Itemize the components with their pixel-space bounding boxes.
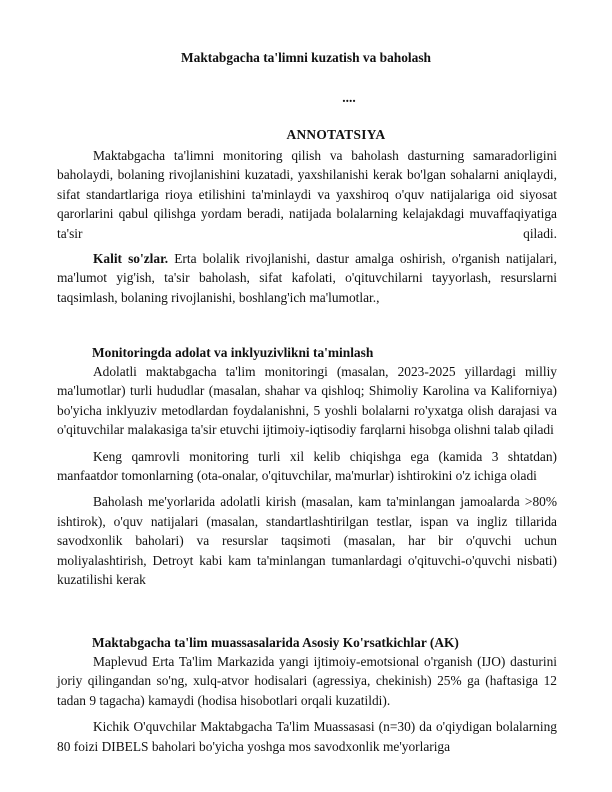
section2-paragraph-2: Kichik O'quvchilar Maktabgacha Ta'lim Muassasasi (n=30) da o'qiydigan bolalarning 80 foizi DIBELS baholari bo'yicha yoshga mos savodxonlik me'yorlariga: [57, 719, 557, 754]
keywords-paragraph: [57, 249, 557, 307]
abstract-heading: ANNOTATSIYA: [286, 127, 386, 142]
section2-block: [57, 652, 557, 756]
document-title: Maktabgacha ta'limni kuzatish va baholash: [180, 50, 431, 65]
keywords-label: Kalit so'zlar.: [93, 251, 169, 267]
section2-paragraph-1: Maplevud Erta Ta'lim Markazida yangi ijtimoiy-emotsional o'rganish (IJO) dasturini joriy qilingandan so'ng, xulq-atvor hodisalari (agressiya, chekinish) 25% ga (haftasiga 12 tadan 9 tagacha) kamaydi (hodisa hisobotlari orqali kuzatildi).: [57, 654, 557, 708]
authors-placeholder: ....: [342, 90, 356, 105]
section1-paragraph-3: Baholash me'yorlarida adolatli kirish (masalan, kam ta'minlangan jamoalarda >80% ishtirok), o'quv natijalari (masalan, standartlashtirilgan testlar, ispan va ingliz tillarida savodxonlik baholari) va resurslar taqsimoti (masalan, har bir o'quvchi uchun moliyalashtirish, Detroyt kabi kam ta'minlangan tumanlardagi o'qituvchi-o'quvchi nisbati) kuzatilishi kerak: [57, 494, 557, 588]
section2-heading: Maktabgacha ta'lim muassasalarida Asosiy Ko'rsatkichlar (AK): [92, 635, 459, 650]
abstract-paragraph: Maktabgacha ta'limni monitoring qilish va baholash dasturning samaradorligini baholaydi, bolaning rivojlanishini kuzatadi, yaxshilanishi kerak bo'lgan sohalarni aniqlaydi, sifat standartlariga rioya etilishini ta'minlaydi va yaxshiroq o'quv natijalariga oid siyosat qarorlarini qabul qilishga yordam beradi, natijada bolalarning kelajakdagi muvaffaqiyatiga ta'sir qiladi.: [57, 148, 557, 241]
section1-paragraph-1: Adolatli maktabgacha ta'lim monitoringi (masalan, 2023-2025 yillardagi milliy ma'lumotlar) turli hududlar (masalan, shahar va qishloq; Shimoliy Karolina va Kaliforniya) bo'yicha inklyuziv metodlardan foydalanishni, 5 yoshli bolalarni ro'yxatga olish darajasi va o'qituvchilar malakasiga ta'sir etuvchi ijtimoiy-iqtisodiy farqlarni hisobga olishni talab qiladi: [57, 364, 557, 438]
section1-block: [57, 362, 557, 589]
section1-paragraph-2: Keng qamrovli monitoring turli xil kelib chiqishga ega (kamida 3 shtatdan) manfaatdor tomonlarning (ota-onalar, o'qituvchilar, ma'murlar) ishtirokini o'z ichiga oladi: [57, 448, 557, 484]
section1-heading: Monitoringda adolat va inklyuzivlikni ta'minlash: [92, 345, 374, 360]
abstract-block: [57, 146, 557, 307]
keywords-text: Erta bolalik rivojlanishi, dastur amalga oshirish, o'rganish natijalari, ma'lumot yig'ish, ta'sir baholash, sifat kafolati, o'qituvchilarni tayyorlash, resurslarni taqsimlash, bolaning rivojlanishi, boshlang'ich ma'lumotlar.,: [57, 251, 557, 305]
